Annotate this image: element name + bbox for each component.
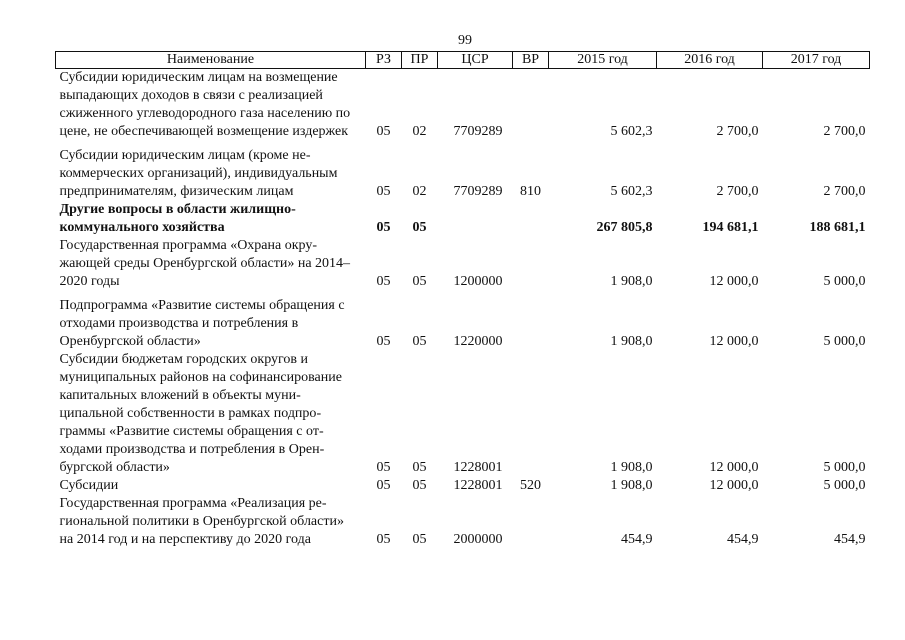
row-rz: 05: [376, 220, 391, 235]
row-2015: 1 908,0: [610, 334, 653, 349]
row-2016: 2 700,0: [716, 124, 759, 139]
row-2016: 12 000,0: [709, 334, 759, 349]
row-2016: 12 000,0: [709, 274, 759, 289]
column-header-2016: 2016 год: [657, 52, 763, 69]
row-pr: 05: [412, 274, 427, 289]
column-header-rz: РЗ: [366, 52, 402, 69]
column-header-name: Наименование: [56, 52, 366, 69]
row-name: Субсидии юридическим лицам (кроме некоммерческих организаций), индивидуальным предпринимателям, физическим лицам: [59, 148, 338, 199]
row-2016: 12 000,0: [709, 478, 759, 493]
page-number: 99: [458, 33, 472, 48]
row-csr: [438, 201, 513, 237]
column-header-2015: 2015 год: [549, 52, 657, 69]
row-2015: 454,9: [621, 532, 653, 547]
row-2017: 2 700,0: [823, 124, 866, 139]
row-csr: 1228001: [453, 478, 503, 493]
row-2016: 454,9: [727, 532, 759, 547]
column-header-2017: 2017 год: [763, 52, 870, 69]
row-2017: 5 000,0: [823, 460, 866, 475]
row-2015: 1 908,0: [610, 274, 653, 289]
row-pr: 05: [412, 532, 427, 547]
row-name: Государственная программа «Охрана окружающей среды Оренбургской области» на 2014–2020 годы: [59, 238, 351, 289]
row-pr: 02: [412, 184, 427, 199]
row-2016: 12 000,0: [709, 460, 759, 475]
row-vr: [513, 495, 549, 549]
table-row: [56, 147, 870, 201]
table-row: [56, 237, 870, 297]
row-rz: 05: [376, 334, 391, 349]
budget-table: [55, 51, 870, 549]
row-rz: 05: [376, 124, 391, 139]
column-header-vr: ВР: [513, 52, 549, 69]
row-2017: 5 000,0: [823, 478, 866, 493]
row-name: Субсидии бюджетам городских округов и муниципальных районов на софинансирование капитальных вложений в объекты муниципальной собственности в рамках подпрограммы «Развитие системы обращения с отходами производства и потребления в Оренбургской области»: [59, 352, 342, 475]
row-2017: 188 681,1: [809, 220, 866, 235]
row-name: Субсидии: [59, 478, 119, 493]
row-2016: 2 700,0: [716, 184, 759, 199]
row-rz: 05: [376, 274, 391, 289]
table-row: [56, 351, 870, 477]
row-pr: 05: [412, 478, 427, 493]
table-row-section: [56, 201, 870, 237]
row-2017: 454,9: [834, 532, 866, 547]
table-row: [56, 495, 870, 549]
row-2015: 1 908,0: [610, 478, 653, 493]
table-row: [56, 69, 870, 148]
row-2016: 194 681,1: [702, 220, 759, 235]
row-csr: 7709289: [453, 124, 503, 139]
row-2015: 5 602,3: [610, 184, 653, 199]
row-rz: 05: [376, 532, 391, 547]
row-pr: 05: [412, 220, 427, 235]
row-vr: 520: [520, 478, 541, 493]
row-vr: [513, 69, 549, 148]
table-header: [56, 52, 870, 69]
row-vr: [513, 201, 549, 237]
row-name: Государственная программа «Реализация региональной политики в Оренбургской области» на 2014 год и на перспективу до 2020 года: [59, 496, 344, 547]
row-2015: 267 805,8: [596, 220, 653, 235]
row-2015: 5 602,3: [610, 124, 653, 139]
row-rz: 05: [376, 478, 391, 493]
row-csr: 1228001: [453, 460, 503, 475]
row-2017: 5 000,0: [823, 334, 866, 349]
column-header-csr: ЦСР: [438, 52, 513, 69]
table-row: [56, 477, 870, 495]
table-row: [56, 297, 870, 351]
row-2015: 1 908,0: [610, 460, 653, 475]
row-name: Подпрограмма «Развитие системы обращения с отходами производства и потребления в Оренбургской области»: [59, 298, 345, 349]
row-csr: 1220000: [453, 334, 503, 349]
row-2017: 5 000,0: [823, 274, 866, 289]
row-vr: [513, 237, 549, 297]
row-pr: 05: [412, 334, 427, 349]
row-csr: 2000000: [453, 532, 503, 547]
row-csr: 1200000: [453, 274, 503, 289]
row-vr: 810: [520, 184, 541, 199]
row-name: Субсидии юридическим лицам на возмещение выпадающих доходов в связи с реализацией сжиженного углеводородного газа населению по цене, не обеспечивающей возмещение издержек: [59, 70, 351, 139]
row-csr: 7709289: [453, 184, 503, 199]
row-pr: 05: [412, 460, 427, 475]
row-pr: 02: [412, 124, 427, 139]
row-name: Другие вопросы в области жилищно-коммунального хозяйства: [59, 202, 296, 235]
row-vr: [513, 351, 549, 477]
row-vr: [513, 297, 549, 351]
column-header-pr: ПР: [402, 52, 438, 69]
row-rz: 05: [376, 460, 391, 475]
row-2017: 2 700,0: [823, 184, 866, 199]
row-rz: 05: [376, 184, 391, 199]
